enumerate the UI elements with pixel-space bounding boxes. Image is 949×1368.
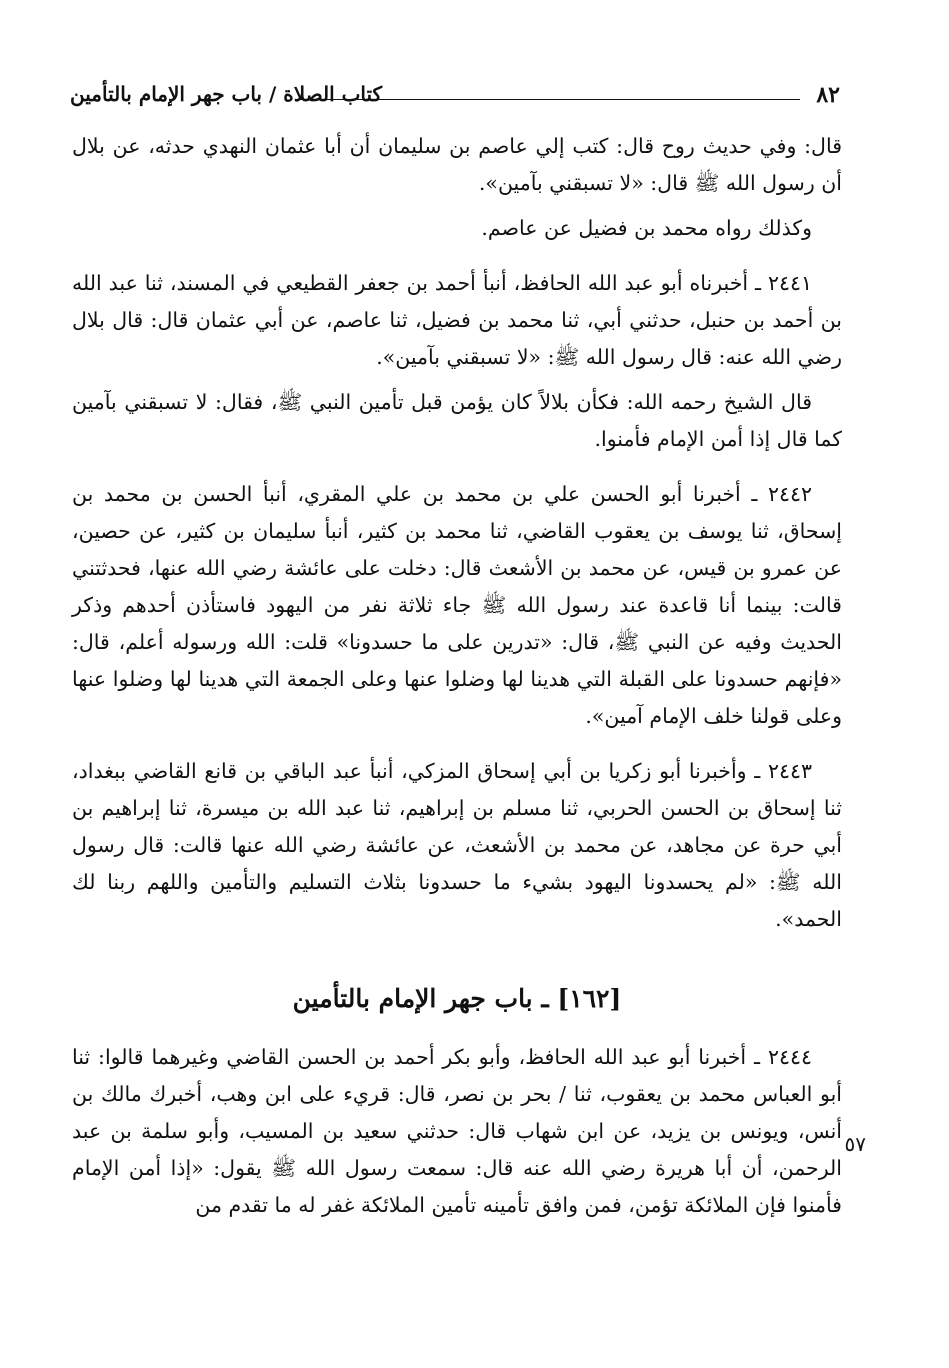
sheikh-comment: قال الشيخ رحمه الله: فكأن بلالاً كان يؤمن قبل تأمين النبي ﷺ، فقال: لا تسبقني بآمين كما قال إذا أمن الإمام فأمنوا.	[72, 390, 842, 451]
body-text	[72, 128, 842, 1224]
paragraph-note: وكذلك رواه محمد بن فضيل عن عاصم.	[481, 216, 812, 240]
running-title: كتاب الصلاة / باب جهر الإمام بالتأمين	[70, 82, 383, 106]
page-number: ٨٢	[816, 82, 840, 108]
hadith-2441: ٢٤٤١ ـ أخبرناه أبو عبد الله الحافظ، أنبأ أحمد بن جعفر القطيعي في المسند، ثنا عبد الله بن أحمد بن حنبل، حدثني أبي، ثنا محمد بن فضيل، ثنا عاصم، عن أبي عثمان قال: قال بلال رضي الله عنه: قال رسول الله ﷺ: «لا تسبقني بآمين».	[72, 271, 842, 369]
page-header	[70, 82, 840, 116]
hadith-2442: ٢٤٤٢ ـ أخبرنا أبو الحسن علي بن محمد بن علي المقري، أنبأ الحسن بن محمد بن إسحاق، ثنا يوسف بن يعقوب القاضي، ثنا محمد بن كثير، أنبأ سليمان بن كثير، عن حصين، عن عمرو بن قيس، عن محمد بن الأشعث قال: دخلت على عائشة رضي الله عنها، فحدثتني قالت: بينما أنا قاعدة عند رسول الله ﷺ جاء ثلاثة نفر من اليهود فاستأذن أحدهم وذكر الحديث وفيه عن النبي ﷺ، قال: «تدرين على ما حسدونا» قلت: الله ورسوله أعلم، قال: «فإنهم حسدونا على القبلة التي هدينا لها وضلوا عنها وعلى الجمعة التي هدينا لها وضلوا عنها وعلى قولنا خلف الإمام آمين».	[72, 482, 842, 728]
hadith-2444: ٢٤٤٤ ـ أخبرنا أبو عبد الله الحافظ، وأبو بكر أحمد بن الحسن القاضي وغيرهما قالوا: ثنا أبو العباس محمد بن يعقوب، ثنا / بحر بن نصر، قال: قريء على ابن وهب، أخبرك مالك بن أنس، ويونس بن يزيد، عن ابن شهاب قال: حدثني سعيد بن المسيب، وأبو سلمة بن عبد الرحمن، أن أبا هريرة رضي الله عنه قال: سمعت رسول الله ﷺ يقول: «إذا أمن الإمام فأمنوا فإن الملائكة تؤمن، فمن وافق تأمينه تأمين الملائكة غفر له ما تقدم من	[72, 1045, 842, 1217]
hadith-2443: ٢٤٤٣ ـ وأخبرنا أبو زكريا بن أبي إسحاق المزكي، أنبأ عبد الباقي بن قانع القاضي ببغداد، ثنا إسحاق بن الحسن الحربي، ثنا مسلم بن إبراهيم، ثنا عبد الله بن ميسرة، ثنا إبراهيم بن أبي حرة عن مجاهد، عن محمد بن الأشعث، عن عائشة رضي الله عنها قالت: قال رسول الله ﷺ: «لم يحسدونا اليهود بشيء ما حسدونا بثلاث التسليم والتأمين واللهم ربنا لك الحمد».	[72, 759, 842, 931]
paragraph-continuation: قال: وفي حديث روح قال: كتب إلي عاصم بن سليمان أن أبا عثمان النهدي حدثه، عن بلال أن رسول الله ﷺ قال: «لا تسبقني بآمين».	[72, 134, 842, 195]
section-title: [١٦٢] ـ باب جهر الإمام بالتأمين	[292, 984, 622, 1013]
margin-page-reference: ٥٧	[844, 1132, 866, 1156]
